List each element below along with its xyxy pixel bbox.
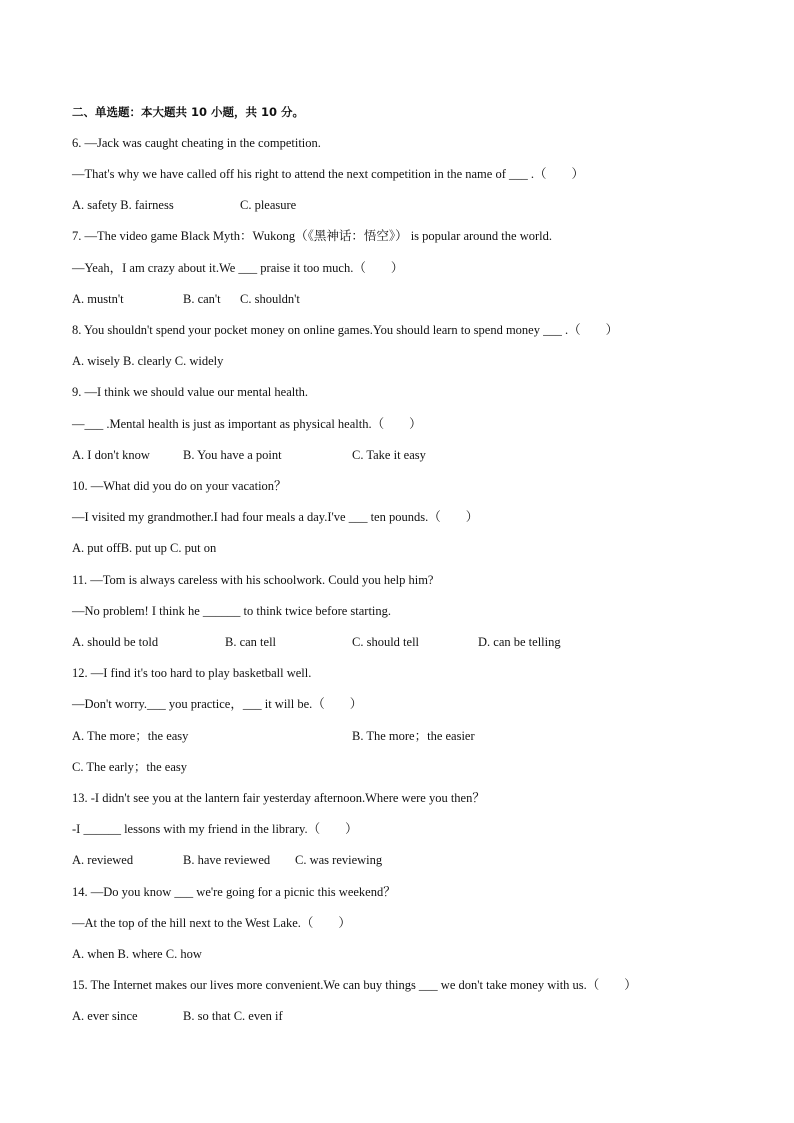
- question-13-option-b: B. have reviewed: [183, 853, 271, 867]
- question-12-option-b: B. The more；the easier: [352, 729, 475, 743]
- question-15-option-bc: B. so that C. even if: [183, 1009, 283, 1023]
- question-10-line2: —I visited my grandmother.I had four meals a day.I've ___ ten pounds.（ ）: [72, 510, 479, 524]
- question-6-option-c: C. pleasure: [240, 198, 297, 212]
- question-6-stem: 6. —Jack was caught cheating in the competition.: [72, 136, 321, 150]
- question-6-line2: —That's why we have called off his right to attend the next competition in the name of ___ .（ ）: [72, 167, 584, 181]
- question-9-option-a: A. I don't know: [72, 448, 150, 462]
- question-15-option-a: A. ever since: [72, 1009, 138, 1023]
- question-8-options: A. wisely B. clearly C. widely: [72, 354, 224, 368]
- question-14-line2: —At the top of the hill next to the West Lake.（ ）: [72, 916, 351, 930]
- question-12-option-c: C. The early；the easy: [72, 760, 188, 774]
- question-15-stem: 15. The Internet makes our lives more convenient.We can buy things ___ we don't take money with us.（ ）: [72, 978, 637, 992]
- question-13-option-a: A. reviewed: [72, 853, 134, 867]
- question-13-line2: -I ______ lessons with my friend in the library.（ ）: [72, 822, 358, 836]
- question-12-stem: 12. —I find it's too hard to play basketball well.: [72, 666, 312, 680]
- question-11-option-a: A. should be told: [72, 635, 159, 649]
- question-11-option-d: D. can be telling: [478, 635, 561, 649]
- question-11-stem: 11. —Tom is always careless with his schoolwork. Could you help him?: [72, 573, 434, 587]
- question-9-option-b: B. You have a point: [183, 448, 282, 462]
- question-12-line2: —Don't worry.___ you practice，___ it will be.（ ）: [72, 697, 363, 711]
- question-6-option-ab: A. safety B. fairness: [72, 198, 174, 212]
- question-9-stem: 9. —I think we should value our mental health.: [72, 385, 309, 399]
- question-13-option-c: C. was reviewing: [295, 853, 383, 867]
- question-11-line2: —No problem! I think he ______ to think twice before starting.: [72, 604, 392, 618]
- question-7-stem: 7. —The video game Black Myth：Wukong（《黑神话：悟空》） is popular around the world.: [72, 229, 552, 243]
- question-8-stem: 8. You shouldn't spend your pocket money on online games.You should learn to spend money ___ .（ ）: [72, 323, 619, 337]
- question-11-option-b: B. can tell: [225, 635, 277, 649]
- question-14-stem: 14. —Do you know ___ we're going for a picnic this weekend？: [72, 885, 396, 899]
- question-12-option-a: A. The more；the easy: [72, 729, 189, 743]
- question-7-option-b: B. can't: [183, 292, 221, 306]
- question-10-stem: 10. —What did you do on your vacation？: [72, 479, 287, 493]
- question-7-option-a: A. mustn't: [72, 292, 124, 306]
- question-11-option-c: C. should tell: [352, 635, 420, 649]
- question-14-options: A. when B. where C. how: [72, 947, 202, 961]
- question-13-stem: 13. -I didn't see you at the lantern fair yesterday afternoon.Where were you then？: [72, 791, 485, 805]
- section-heading: 二、单选题：本大题共 10 小题，共 10 分。: [72, 105, 305, 119]
- question-10-options: A. put offB. put up C. put on: [72, 541, 217, 555]
- question-9-option-c: C. Take it easy: [352, 448, 426, 462]
- question-9-line2: —___ .Mental health is just as important as physical health.（ ）: [72, 417, 422, 431]
- question-7-option-c: C. shouldn't: [240, 292, 300, 306]
- question-7-line2: —Yeah，I am crazy about it.We ___ praise it too much.（ ）: [72, 261, 404, 275]
